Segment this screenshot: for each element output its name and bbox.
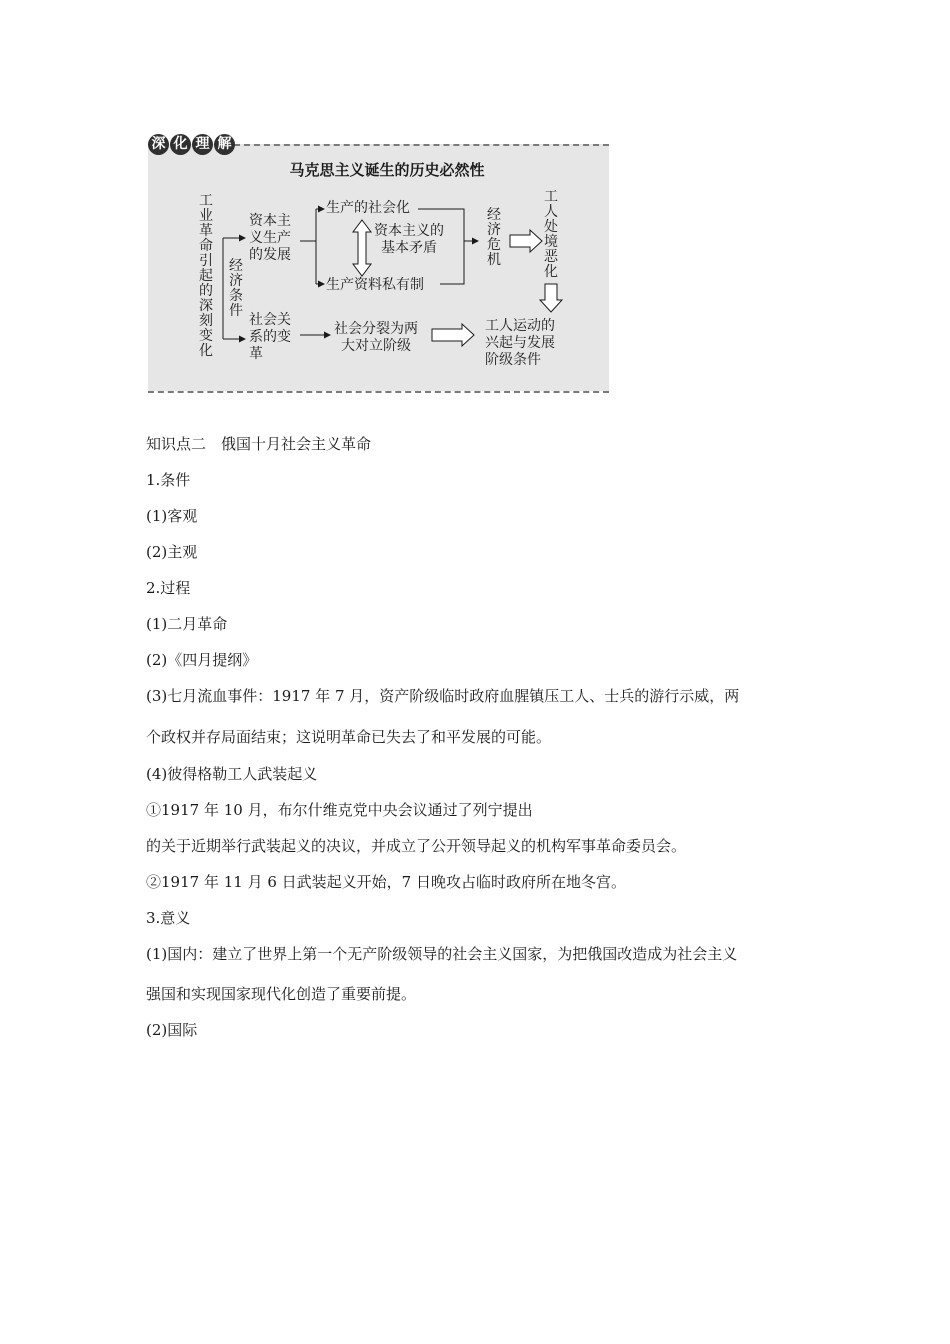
text-line: 个政权并存局面结束；这说明革命已失去了和平发展的可能。 [146, 728, 552, 746]
badge-char: 化 [170, 134, 191, 155]
economic-conditions-label: 经济条件 [229, 258, 243, 319]
history-diagram [148, 134, 609, 394]
text-line: (3)七月流血事件：1917 年 7 月，资产阶级临时政府血腥镇压工人、士兵的游行示威，两 [146, 687, 740, 705]
workers-situation-worsens-label: 工人处境恶化 [544, 189, 558, 280]
text-line: 强国和实现国家现代化创造了重要前提。 [146, 985, 417, 1003]
badge-char: 解 [214, 134, 235, 155]
text-line: (1)国内：建立了世界上第一个无产阶级领导的社会主义国家，为把俄国改造成为社会主义 [146, 945, 738, 963]
badge-char: 深 [148, 134, 169, 155]
two-opposing-classes-label: 社会分裂为两 大对立阶级 [334, 321, 418, 354]
text-line: (1)客观 [146, 507, 198, 525]
text-line: (4)彼得格勒工人武装起义 [146, 765, 318, 783]
text-line: 3.意义 [146, 909, 191, 927]
text-line: 2.过程 [146, 579, 191, 597]
capitalism-development-label: 资本主 义生产 的发展 [249, 213, 291, 263]
text-line: ①1917 年 10 月，布尔什维克党中央会议通过了列宁提出 [146, 801, 533, 819]
section-heading: 知识点二 俄国十月社会主义革命 [146, 435, 372, 453]
economic-crisis-label: 经济危机 [487, 207, 501, 268]
diagram-title: 马克思主义诞生的历史必然性 [289, 161, 485, 179]
text-line: 1.条件 [146, 471, 191, 489]
text-line: (2)主观 [146, 543, 198, 561]
social-relations-change-label: 社会关 系的变 革 [249, 312, 291, 362]
text-line: (2)《四月提纲》 [146, 651, 258, 669]
basic-contradiction-label: 资本主义的 基本矛盾 [374, 223, 444, 256]
private-ownership-label: 生产资料私有制 [326, 277, 424, 293]
workers-movement-label: 工人运动的 兴起与发展 阶级条件 [485, 318, 555, 368]
text-line: 的关于近期举行武装起义的决议，并成立了公开领导起义的机构军事革命委员会。 [146, 837, 687, 855]
text-line: (1)二月革命 [146, 615, 228, 633]
industrial-revolution-changes-label: 工业革命引起的深刻变化 [199, 193, 213, 359]
text-line: (2)国际 [146, 1021, 198, 1039]
text-line: ②1917 年 11 月 6 日武装起义开始，7 日晚攻占临时政府所在地冬宫。 [146, 873, 626, 891]
badge-char: 理 [192, 134, 213, 155]
production-socialization-label: 生产的社会化 [326, 200, 410, 216]
